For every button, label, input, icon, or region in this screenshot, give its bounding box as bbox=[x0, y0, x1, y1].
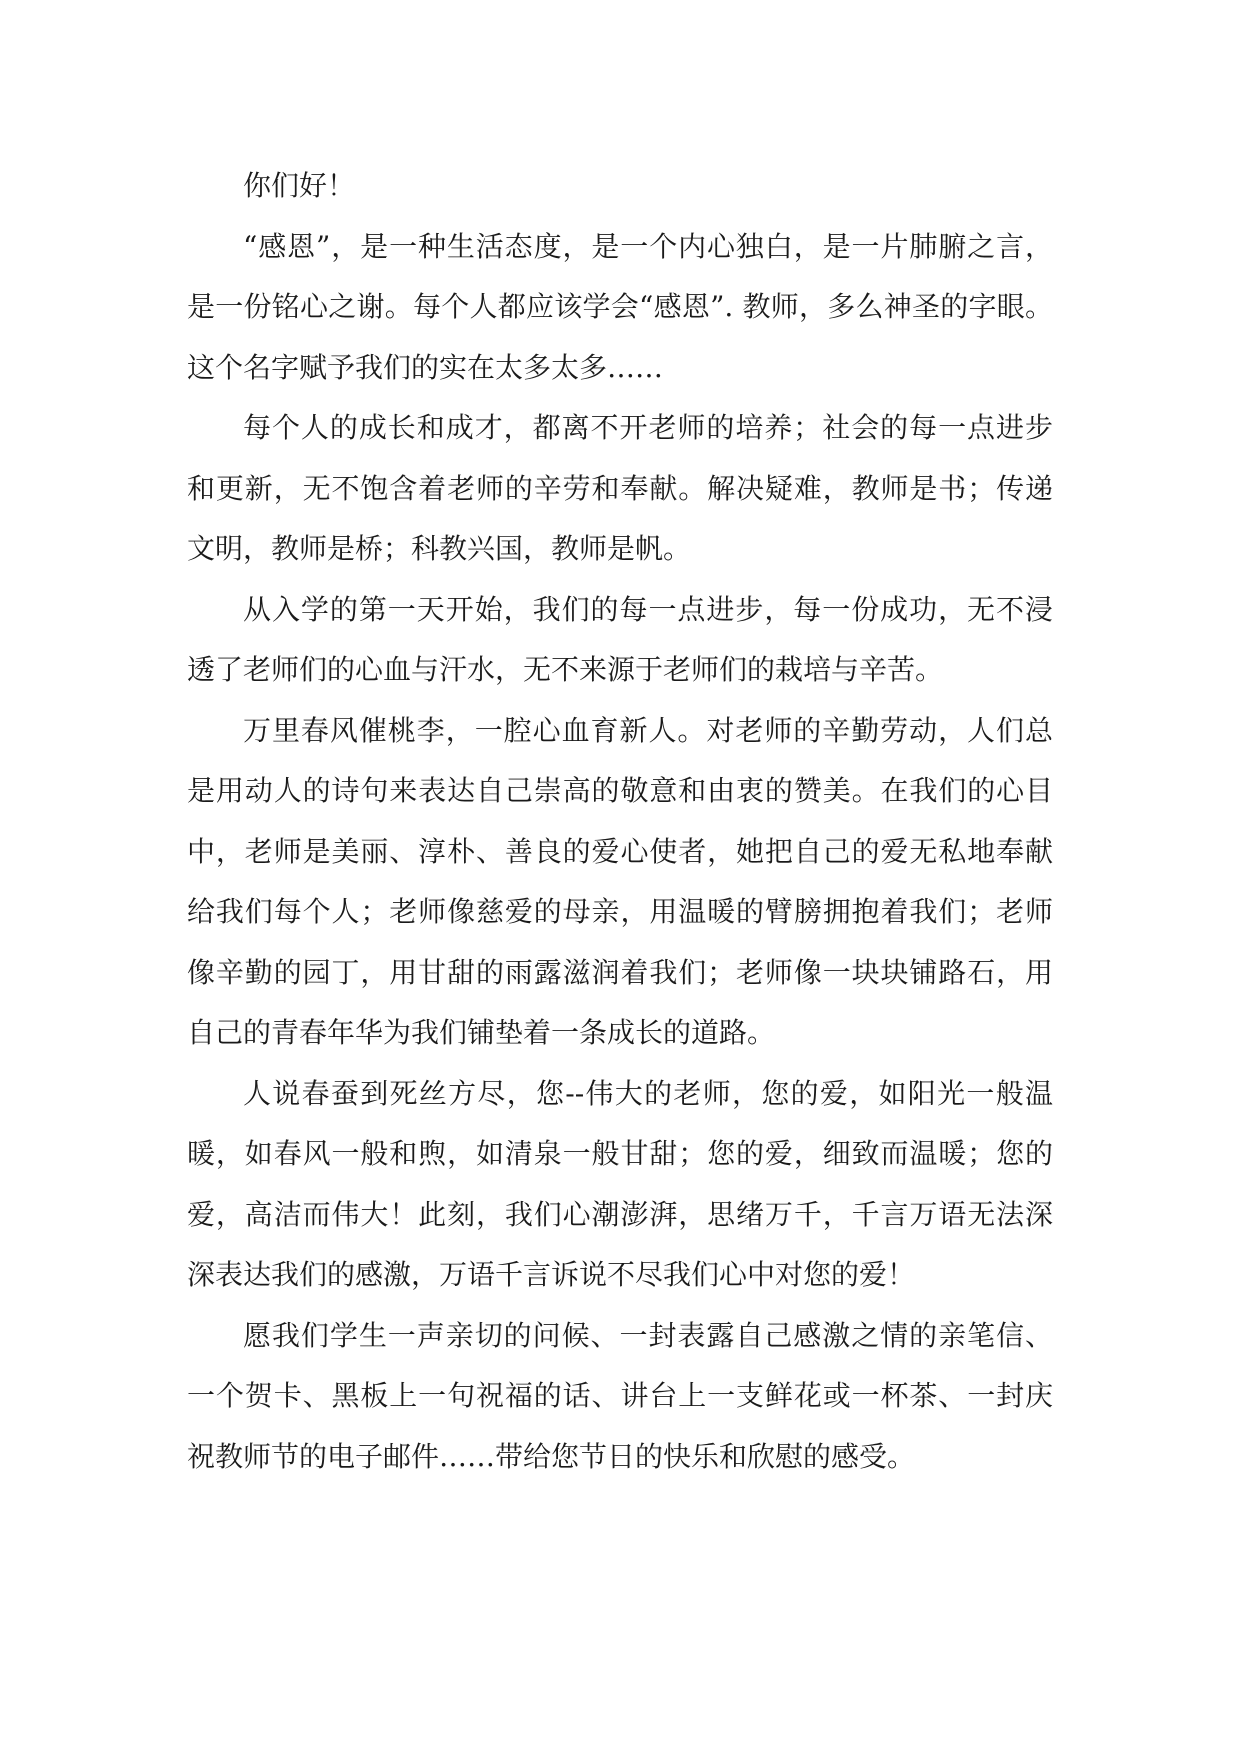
paragraph-growth: 每个人的成长和成才，都离不开老师的培养；社会的每一点进步和更新，无不饱含着老师的辛劳和奉献。解决疑难，教师是书；传递文明，教师是桥；科教兴国，教师是帆。 bbox=[187, 411, 1053, 565]
paragraph-gratitude: “感恩”，是一种生活态度，是一个内心独白，是一片肺腑之言，是一份铭心之谢。每个人都应该学会“感恩”. 教师，多么神圣的字眼。这个名字赋予我们的实在太多太多…… bbox=[187, 229, 1053, 384]
paragraph-spring-wind: 万里春风催桃李，一腔心血育新人。对老师的辛勤劳动，人们总是用动人的诗句来表达自己崇高的敬意和由衷的赞美。在我们的心目中，老师是美丽、淳朴、善良的爱心使者，她把自己的爱无私地奉献给我们每个人；老师像慈爱的母亲，用温暖的臂膀拥抱着我们；老师像辛勤的园丁，用甘甜的雨露滋润着我们；老师像一块块铺路石，用自己的青春年华为我们铺垫着一条成长的道路。 bbox=[187, 713, 1053, 1049]
paragraph-greeting: 你们好！ bbox=[243, 169, 356, 202]
paragraph-wishes: 愿我们学生一声亲切的问候、一封表露自己感激之情的亲笔信、一个贺卡、黑板上一句祝福的话、讲台上一支鲜花或一杯茶、一封庆祝教师节的电子邮件……带给您节日的快乐和欣慰的感受。 bbox=[187, 1318, 1053, 1473]
document-body bbox=[187, 156, 1053, 1487]
paragraph-silkworm: 人说春蚕到死丝方尽，您--伟大的老师，您的爱，如阳光一般温暖，如春风一般和煦，如清泉一般甘甜；您的爱，细致而温暖；您的爱，高洁而伟大！此刻，我们心潮澎湃，思绪万千，千言万语无法深深表达我们的感激，万语千言诉说不尽我们心中对您的爱！ bbox=[187, 1076, 1053, 1291]
paragraph-first-day: 从入学的第一天开始，我们的每一点进步，每一份成功，无不浸透了老师们的心血与汗水，无不来源于老师们的栽培与辛苦。 bbox=[187, 592, 1053, 686]
